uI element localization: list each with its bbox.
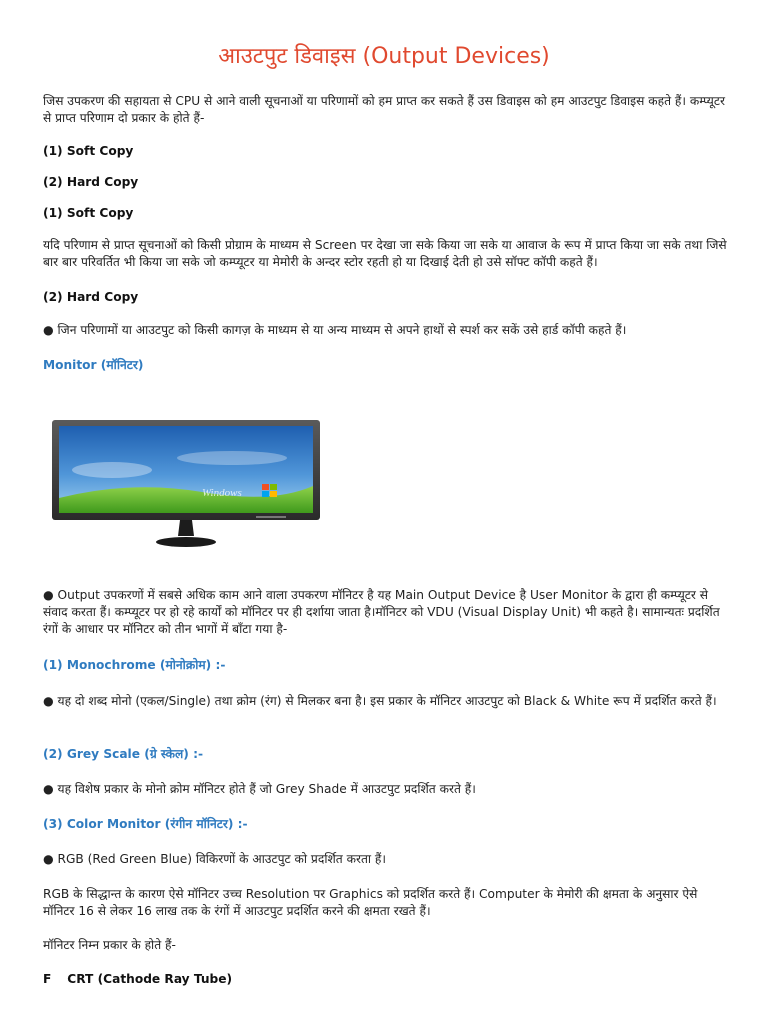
intro-paragraph: जिस उपकरण की सहायता से CPU से आने वाली सूचनाओं या परिणामों को हम प्राप्त कर सकते हैं उस डिवाइस को हम आउटपुट डिवाइस कहते हैं। कम्प्यूटर से प्राप्त परिणाम दो प्रकार के होते हैं-	[43, 94, 725, 125]
monitor-types-intro: मॉनिटर निम्न प्रकार के होते हैं-	[43, 938, 176, 952]
color-monitor-paragraph-2: RGB के सिद्धान्त के कारण ऐसे मॉनिटर उच्च Resolution पर Graphics को प्रदर्शित करते हैं। Computer के मेमोरी की क्षमता के अनुसार ऐसे मॉनिटर 16 से लेकर 16 लाख तक के रंगों में आउटपुट प्रदर्शित करने की क्षमता रखते हैं।	[43, 887, 698, 918]
monitor-screen-text: Windows	[202, 487, 242, 499]
list-item-hard-copy: (2) Hard Copy	[43, 175, 139, 189]
hard-copy-heading: (2) Hard Copy	[43, 290, 139, 304]
monochrome-heading: (1) Monochrome (मोनोक्रोम) :-	[43, 658, 226, 672]
hard-copy-paragraph: ● जिन परिणामों या आउटपुट को किसी कागज़ के माध्यम से या अन्य माध्यम से अपने हाथों से स्पर्श कर सकें उसे हार्ड कॉपी कहते हैं।	[43, 323, 627, 337]
page-title: आउटपुट डिवाइस (Output Devices)	[218, 44, 550, 69]
grey-scale-paragraph: ● यह विशेष प्रकार के मोनो क्रोम मॉनिटर होते हैं जो Grey Shade में आउटपुट प्रदर्शित करते हैं।	[43, 782, 476, 796]
monitor-heading: Monitor (मॉनिटर)	[43, 358, 144, 372]
monochrome-paragraph: ● यह दो शब्द मोनो (एकल/Single) तथा क्रोम (रंग) से मिलकर बना है। इस प्रकार के मॉनिटर आउटपुट को Black & White रूप में प्रदर्शित करते हैं।	[43, 694, 717, 708]
color-monitor-heading: (3) Color Monitor (रंगीन मॉनिटर) :-	[43, 817, 248, 831]
soft-copy-heading: (1) Soft Copy	[43, 206, 134, 220]
crt-label: CRT (Cathode Ray Tube)	[67, 972, 233, 986]
monitor-image	[52, 420, 320, 552]
monitor-neck	[178, 520, 194, 536]
soft-copy-paragraph: यदि परिणाम से प्राप्त सूचनाओं को किसी प्रोग्राम के माध्यम से Screen पर देखा जा सके किया जा सके या आवाज के रूप में प्राप्त किया जा सके तथा जिसे बार बार परिवर्तित भी किया जा सके जो कम्प्यूटर या मेमोरी के अन्दर स्टोर रहती हो या दिखाई देती हो उसे सॉफ्ट कॉपी कहते हैं।	[43, 238, 727, 269]
list-item-soft-copy: (1) Soft Copy	[43, 144, 134, 158]
list-marker: F	[43, 972, 52, 986]
monitor-stand	[156, 537, 216, 547]
color-monitor-paragraph-1: ● RGB (Red Green Blue) विकिरणों के आउटपुट को प्रदर्शित करता हैं।	[43, 852, 387, 866]
grey-scale-heading: (2) Grey Scale (ग्रे स्केल) :-	[43, 747, 204, 761]
monitor-description: ● Output उपकरणों में सबसे अधिक काम आने वाला उपकरण मॉनिटर है यह Main Output Device है User Monitor के द्वारा ही कम्प्यूटर से संवाद करता हैं। कम्प्यूटर पर हो रहे कार्यों को मॉनिटर पर ही दर्शाया जाता है।मॉनिटर को VDU (Visual Display Unit) भी कहते है। सामान्यतः प्रदर्शित रंगों के आधार पर मॉनिटर को तीन भागों में बाँटा गया है-	[43, 588, 720, 636]
monitor-type-crt	[43, 971, 727, 988]
